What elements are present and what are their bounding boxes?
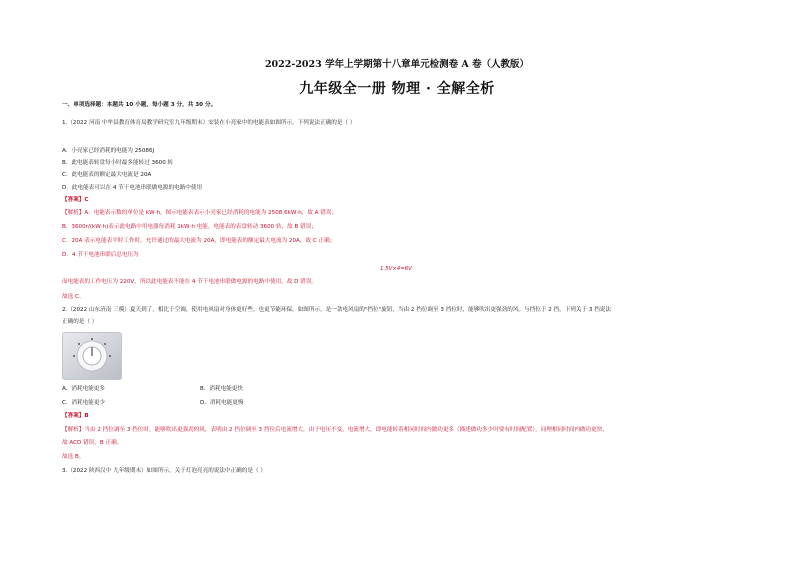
document-subtitle: 九年级全一册 物理 · 全解全析 xyxy=(299,81,495,97)
q2-option-b: B．消耗电能更快 xyxy=(200,386,243,392)
q2-option-a: A．消耗电能更多 xyxy=(62,386,105,392)
q1-option-c: C．此电能表的额定最大电流是 20A xyxy=(62,172,152,178)
q1-final: 故选 C。 xyxy=(62,294,85,300)
q2-analysis-2: 故 ACD 错误，B 正确。 xyxy=(62,440,123,446)
q2-option-d: D．消耗电能更慢 xyxy=(200,400,244,406)
q2-stem-line1: 2.（2022 山东济南 三模）夏天到了，相比于空调，使用电风扇对身体更好些，也更节能环保。如图所示，是一款电风扇的"挡位"旋钮，当由 2 挡位调至 3 挡位时，能够吹出更强劲的风。与挡位于 2 挡，下列关于 3 挡说法 xyxy=(62,307,611,313)
q1-option-a: A．小亮家已经消耗的电能为 25086J xyxy=(62,148,155,154)
q1-formula: 1.5V×4=6V xyxy=(380,266,412,272)
q2-answer: 【答案】B xyxy=(62,413,89,419)
q2-analysis-3: 故选 B。 xyxy=(62,454,85,460)
fan-speed-knob-image xyxy=(62,332,122,380)
q1-analysis-d: D．4 节干电池串联后总电压为 xyxy=(62,252,139,258)
document-title: 2022-2023 学年上学期第十八章单元检测卷 A 卷（人教版） xyxy=(264,59,530,70)
fan-speed-knob-icon xyxy=(62,332,122,380)
q2-stem-line2: 正确的是（ ） xyxy=(62,319,98,325)
q1-option-d: D．此电能表可以在 4 节干电池串联做电源的电路中使用 xyxy=(62,185,203,191)
section-heading: 一、单项选择题：本题共 10 小题，每小题 3 分，共 30 分。 xyxy=(62,102,217,108)
q1-answer: 【答案】C xyxy=(62,197,89,203)
q1-analysis-a: 【解析】A．电能表示数的单位是 kW·h，图示电能表表示小亮家已经消耗的电能为 2508.6kW·h，故 A 错误； xyxy=(62,210,338,216)
q2-analysis-1: 【解析】当由 2 挡位调至 3 挡位时，能够吹出更强劲的风，表明由 2 挡位调至 3 挡位后电流增大，由于电压不变，电流增大，即电能转着相同时间内做功更多（描述做功多少时要有时间配置），同理相同时间内做功更快， xyxy=(62,427,608,433)
q2-option-c: C．消耗电能更少 xyxy=(62,400,106,406)
q1-conclusion: 而电能表的工作电压为 220V，所以此电能表不能在 4 节干电池串联做电源的电路中使用，故 D 错误。 xyxy=(62,279,318,285)
q3-stem: 3.（2022 陕西汉中 九年级期末）如图所示，关于灯泡亮亮的说法中正确的是（ ） xyxy=(62,468,266,474)
q1-analysis-b: B．3600r/(kW·h)表示此电路中用电器每消耗 1kW·h 电能，电能表的表盘转动 3600 转，故 B 错误； xyxy=(62,224,317,230)
q1-stem: 1.（2022 河南 中牟县教育体育局教学研究室九年级期末）安装在小亮家中的电能表如图所示，下列说法正确的是（ ） xyxy=(62,120,356,126)
q1-option-b: B．此电能表转盘每小时最多能转过 3600 转 xyxy=(62,160,174,166)
q1-analysis-c: C．20A 表示电能表平时工作时，允许通过的最大电流为 20A，即电能表的额定最大电流为 20A，故 C 正确； xyxy=(62,238,336,244)
